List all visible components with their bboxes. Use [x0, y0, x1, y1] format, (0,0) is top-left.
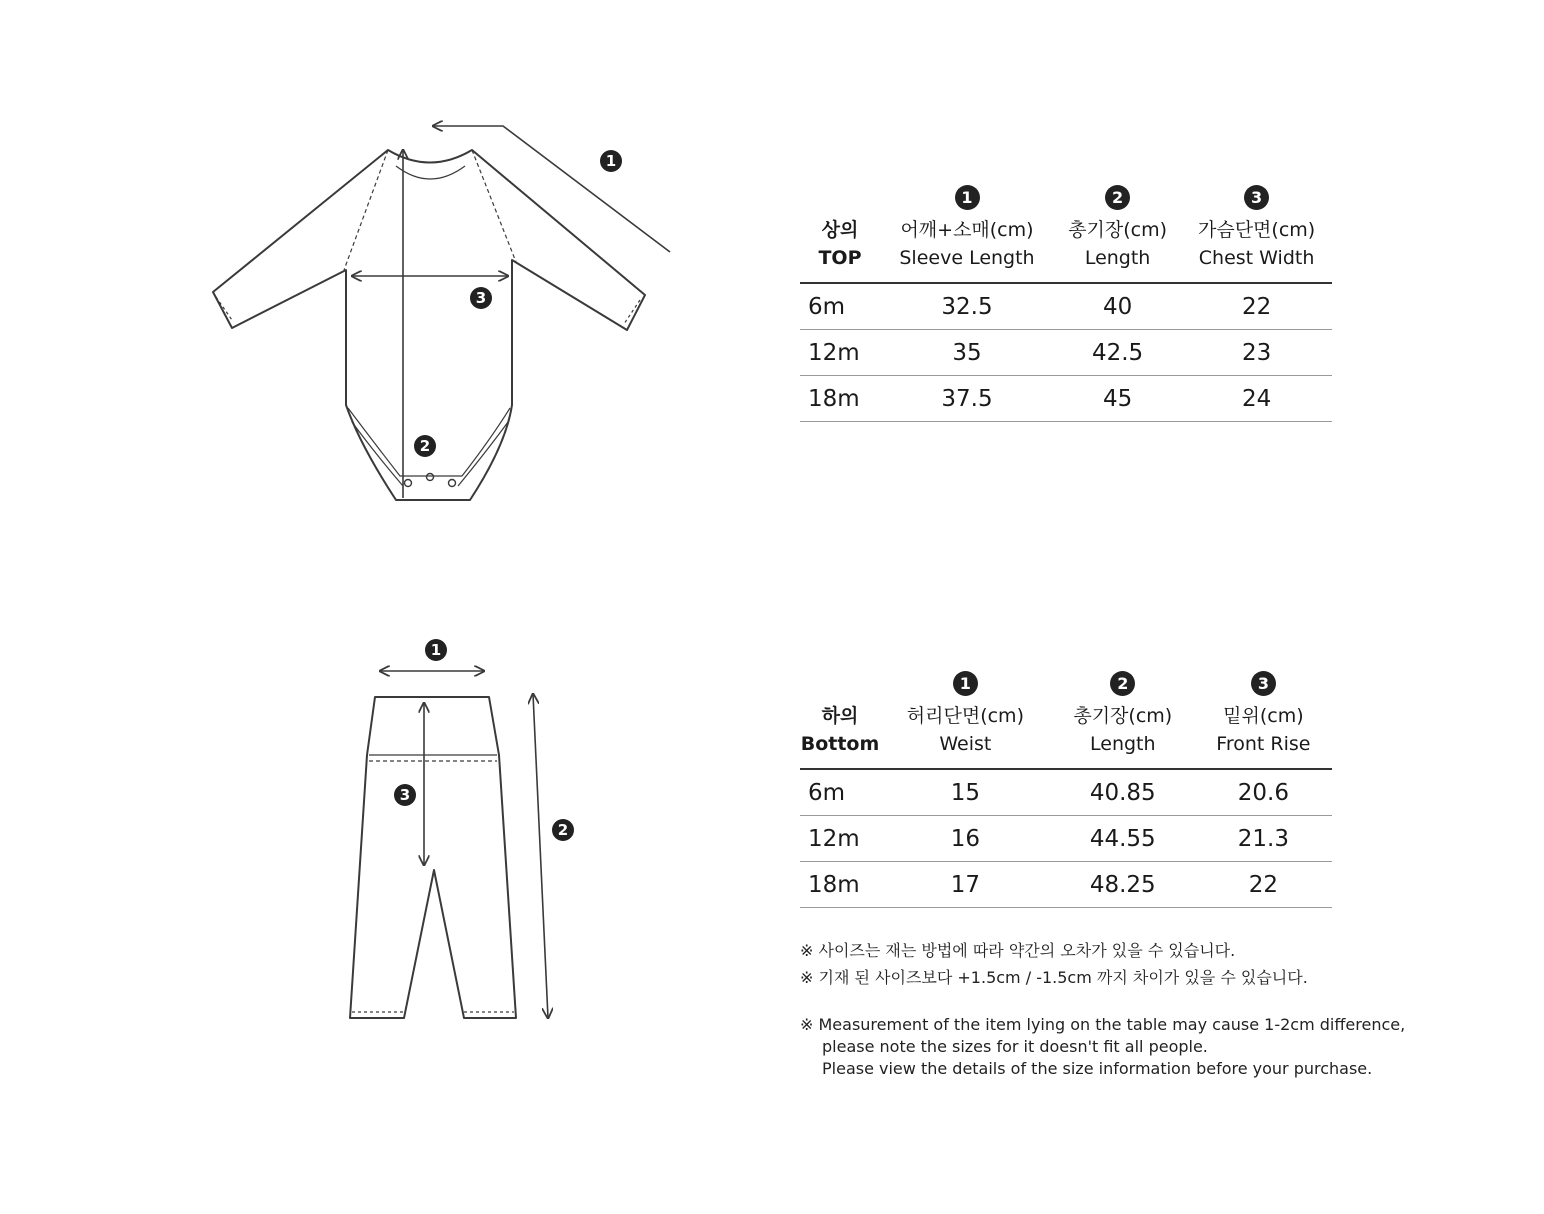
table-row — [800, 283, 1332, 330]
value-cell: 40.85 — [1051, 769, 1195, 816]
value-cell: 16 — [880, 816, 1051, 862]
value-cell: 48.25 — [1051, 862, 1195, 908]
bottom-col-badge-1: 1 — [953, 671, 978, 696]
svg-text:1: 1 — [430, 641, 442, 659]
bottom-size-table — [800, 656, 1332, 908]
svg-text:3: 3 — [475, 289, 487, 307]
value-cell: 22 — [1181, 283, 1332, 330]
english-notes — [800, 1014, 1405, 1080]
value-cell: 37.5 — [880, 376, 1054, 422]
bottom-badge-1 — [425, 639, 447, 661]
table-row — [800, 330, 1332, 376]
value-cell: 17 — [880, 862, 1051, 908]
size-cell: 12m — [800, 816, 880, 862]
bottom-category-en: Bottom — [800, 733, 880, 755]
top-size-table — [800, 170, 1332, 422]
bottom-col-ko: 밑위(cm) — [1223, 705, 1304, 727]
value-cell: 15 — [880, 769, 1051, 816]
bottom-col-badge-2: 2 — [1110, 671, 1135, 696]
value-cell: 24 — [1181, 376, 1332, 422]
bottom-category-header — [800, 702, 880, 769]
note-ko-1: ※ 사이즈는 재는 방법에 따라 약간의 오차가 있을 수 있습니다. — [800, 941, 1236, 960]
note-en-1: ※ Measurement of the item lying on the table may cause 1-2cm difference, — [800, 1015, 1406, 1034]
value-cell: 20.6 — [1195, 769, 1332, 816]
top-marker-row — [800, 170, 1332, 216]
bottom-col-header-rise — [1195, 702, 1332, 769]
bottom-col-header-length — [1051, 702, 1195, 769]
value-cell: 22 — [1195, 862, 1332, 908]
bottom-badge-3 — [394, 784, 416, 806]
value-cell: 23 — [1181, 330, 1332, 376]
top-col-en: Length — [1084, 247, 1151, 269]
top-category-en: TOP — [818, 247, 862, 269]
svg-text:3: 3 — [399, 786, 411, 804]
value-cell: 45 — [1054, 376, 1181, 422]
size-cell: 12m — [800, 330, 880, 376]
top-badge-1 — [600, 150, 622, 172]
svg-text:2: 2 — [419, 437, 431, 455]
bottom-col-en: Front Rise — [1216, 733, 1311, 755]
table-row — [800, 376, 1332, 422]
bottom-marker-row — [800, 656, 1332, 702]
note-en-2: please note the sizes for it doesn't fit all people. — [822, 1037, 1208, 1056]
pants-drawing — [350, 697, 516, 1018]
bottom-badge-2 — [552, 819, 574, 841]
top-col-ko: 가슴단면(cm) — [1197, 219, 1316, 241]
value-cell: 21.3 — [1195, 816, 1332, 862]
value-cell: 40 — [1054, 283, 1181, 330]
pants-measure-lines — [380, 671, 548, 1018]
table-row — [800, 816, 1332, 862]
svg-text:2: 2 — [557, 821, 569, 839]
bottom-category-ko: 하의 — [821, 705, 859, 727]
value-cell: 32.5 — [880, 283, 1054, 330]
top-header-row — [800, 216, 1332, 283]
size-cell: 6m — [800, 769, 880, 816]
bottom-col-badge-3: 3 — [1251, 671, 1276, 696]
bottom-col-en: Length — [1090, 733, 1156, 755]
table-row — [800, 862, 1332, 908]
note-ko-2: ※ 기재 된 사이즈보다 +1.5cm / -1.5cm 까지 차이가 있을 수 있습니다. — [800, 968, 1308, 987]
bottom-header-row — [800, 702, 1332, 769]
table-row — [800, 769, 1332, 816]
top-col-header-length — [1054, 216, 1181, 283]
value-cell: 44.55 — [1051, 816, 1195, 862]
note-en-3: Please view the details of the size information before your purchase. — [822, 1059, 1373, 1078]
size-cell: 18m — [800, 862, 880, 908]
bottom-col-ko: 허리단면(cm) — [906, 705, 1024, 727]
top-col-en: Chest Width — [1198, 247, 1315, 269]
size-cell: 6m — [800, 283, 880, 330]
top-col-badge-2: 2 — [1105, 185, 1130, 210]
top-col-ko: 어깨+소매(cm) — [900, 219, 1034, 241]
top-col-ko: 총기장(cm) — [1068, 219, 1167, 241]
korean-notes — [800, 937, 1308, 991]
bottom-col-en: Weist — [939, 733, 992, 755]
top-col-header-chest — [1181, 216, 1332, 283]
value-cell: 35 — [880, 330, 1054, 376]
diagram-badges — [394, 150, 622, 841]
bottom-col-header-waist — [880, 702, 1051, 769]
top-col-header-sleeve — [880, 216, 1054, 283]
top-badge-3 — [470, 287, 492, 309]
top-badge-2 — [414, 435, 436, 457]
top-col-badge-3: 3 — [1244, 185, 1269, 210]
value-cell: 42.5 — [1054, 330, 1181, 376]
svg-text:1: 1 — [605, 152, 617, 170]
size-cell: 18m — [800, 376, 880, 422]
bottom-col-ko: 총기장(cm) — [1073, 705, 1173, 727]
top-category-ko: 상의 — [821, 219, 859, 241]
top-col-en: Sleeve Length — [899, 247, 1035, 269]
top-category-header — [800, 216, 880, 283]
top-col-badge-1: 1 — [955, 185, 980, 210]
